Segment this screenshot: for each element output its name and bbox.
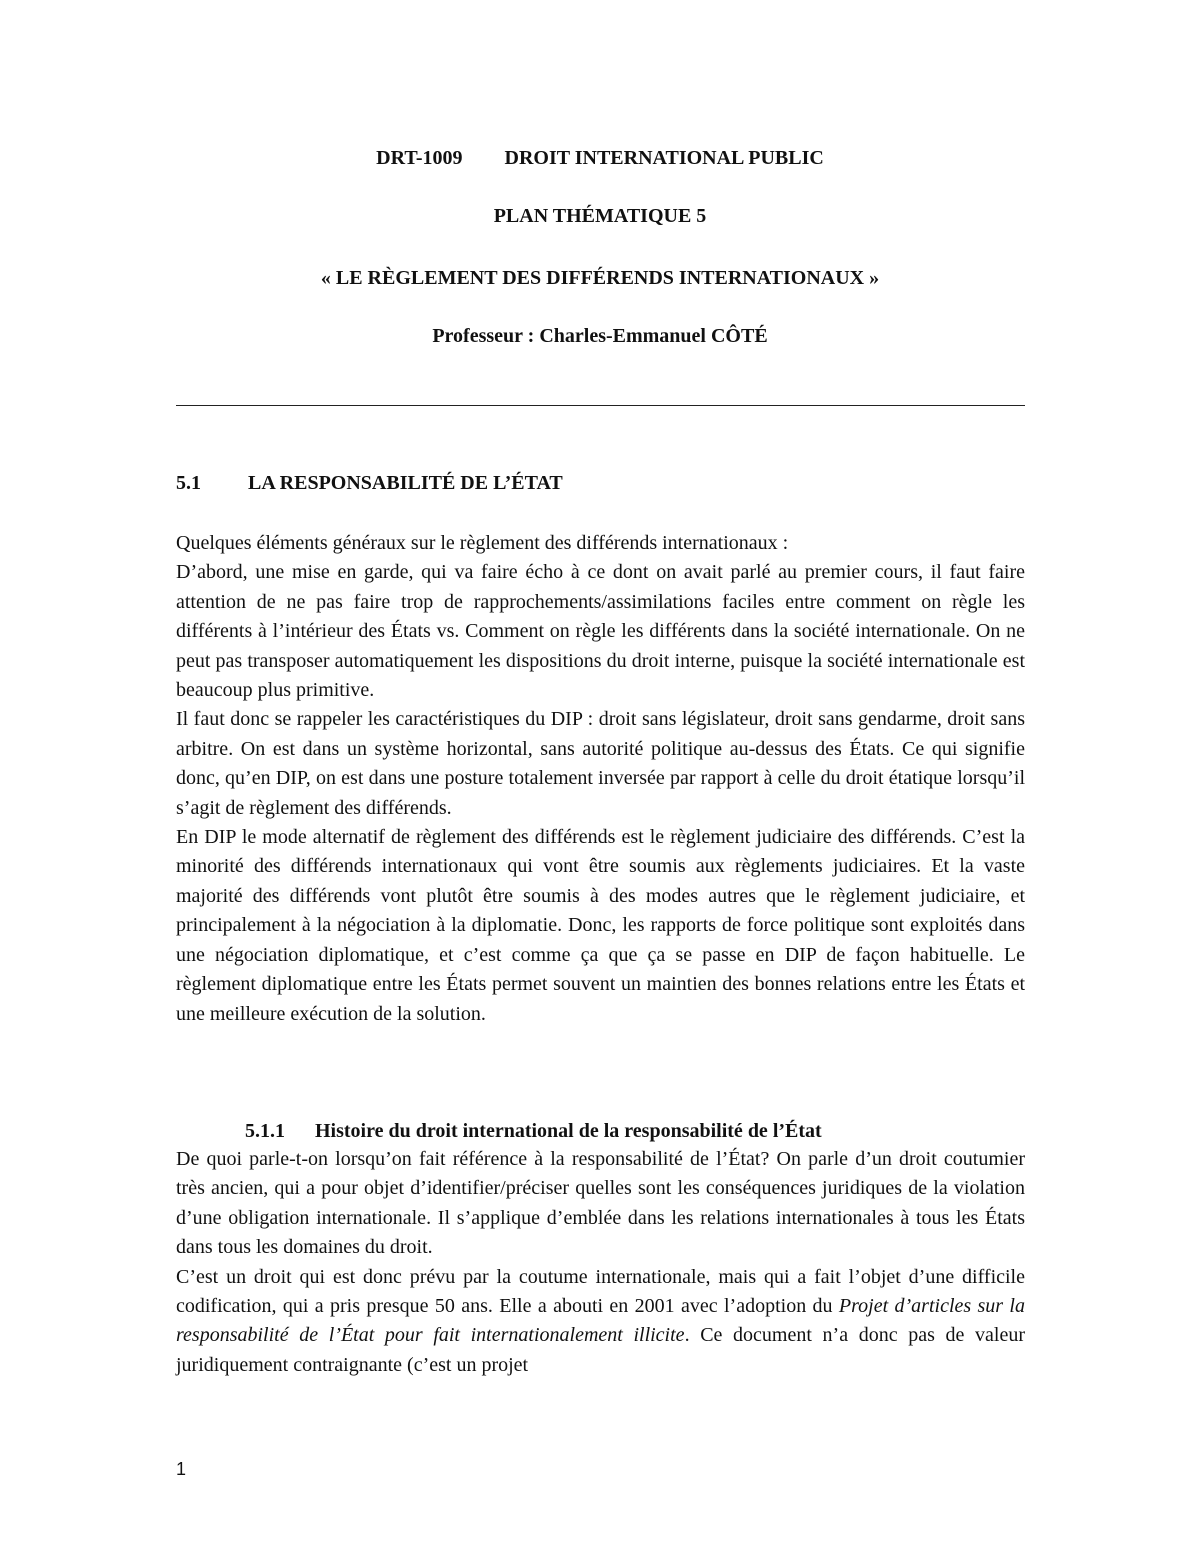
subsection-body <box>176 1145 1025 1380</box>
document-title-italic: Projet d’articles sur la responsabilité de l’État pour fait internationalement illicite <box>176 1295 1025 1347</box>
text-run: . Ce document n’a donc pas de valeur juridiquement contraignante (c’est un projet <box>176 1324 1025 1376</box>
course-title: DROIT INTERNATIONAL PUBLIC <box>504 147 824 169</box>
course-code: DRT-1009 <box>376 147 463 169</box>
subsection-title: Histoire du droit international de la responsabilité de l’État <box>315 1120 822 1142</box>
section-title: LA RESPONSABILITÉ DE L’ÉTAT <box>248 472 563 494</box>
topic-title: « LE RÈGLEMENT DES DIFFÉRENDS INTERNATIONAUX » <box>320 267 880 289</box>
section-body <box>176 529 1025 1029</box>
body-paragraph: En DIP le mode alternatif de règlement des différends est le règlement judiciaire des différends. C’est la minorité des différends internationaux qui vont être soumis aux règlements judiciaires. Et la vaste majorité des différends vont plutôt être soumis à des modes autres que le règlement judiciaire, et principalement à la négociation à la diplomatie. Donc, les rapports de force politique sont exploités dans une négociation diplomatique, et c’est comme ça que ça se passe en DIP de façon habituelle. Le règlement diplomatique entre les États permet souvent un maintien des bonnes relations entre les États et une meilleure exécution de la solution. <box>176 826 1025 1025</box>
body-paragraph: De quoi parle-t-on lorsqu’on fait référence à la responsabilité de l’État? On parle d’un droit coutumier très ancien, qui a pour objet d’identifier/préciser quelles sont les conséquences juridiques de la violation d’une obligation internationale. Il s’applique d’emblée dans les relations internationales à tous les États dans tous les domaines du droit. <box>176 1148 1025 1259</box>
body-paragraph: Quelques éléments généraux sur le règlement des différends internationaux : <box>176 532 789 554</box>
page-number: 1 <box>176 1459 187 1479</box>
body-paragraph: D’abord, une mise en garde, qui va faire écho à ce dont on avait parlé au premier cours, il faut faire attention de ne pas faire trop de rapprochements/assimilations faciles entre comment on règle les différents à l’intérieur des États vs. Comment on règle les différents dans la société internationale. On ne peut pas transposer automatiquement les dispositions du droit interne, puisque la société internationale est beaucoup plus primitive. <box>176 561 1025 702</box>
subsection-number: 5.1.1 <box>245 1120 285 1142</box>
section-number: 5.1 <box>176 472 201 494</box>
body-paragraph: Il faut donc se rappeler les caractéristiques du DIP : droit sans législateur, droit sans gendarme, droit sans arbitre. On est dans un système horizontal, sans autorité politique au-dessus des États. Ce qui signifie donc, qu’en DIP, on est dans une posture totalement inversée par rapport à celle du droit étatique lorsqu’il s’agit de règlement des différends. <box>176 708 1025 819</box>
plan-title: PLAN THÉMATIQUE 5 <box>493 205 707 227</box>
subsection-heading <box>245 1118 822 1144</box>
section-heading <box>176 470 563 496</box>
body-paragraph <box>176 1263 1025 1381</box>
professor-line: Professeur : Charles-Emmanuel CÔTÉ <box>432 325 768 347</box>
course-header <box>0 146 1200 170</box>
text-run: C’est un droit qui est donc prévu par la coutume internationale, mais qui a fait l’objet d’une difficile codification, qui a pris presque 50 ans. Elle a abouti en 2001 avec l’adoption du <box>176 1265 1025 1318</box>
horizontal-rule <box>176 405 1025 406</box>
